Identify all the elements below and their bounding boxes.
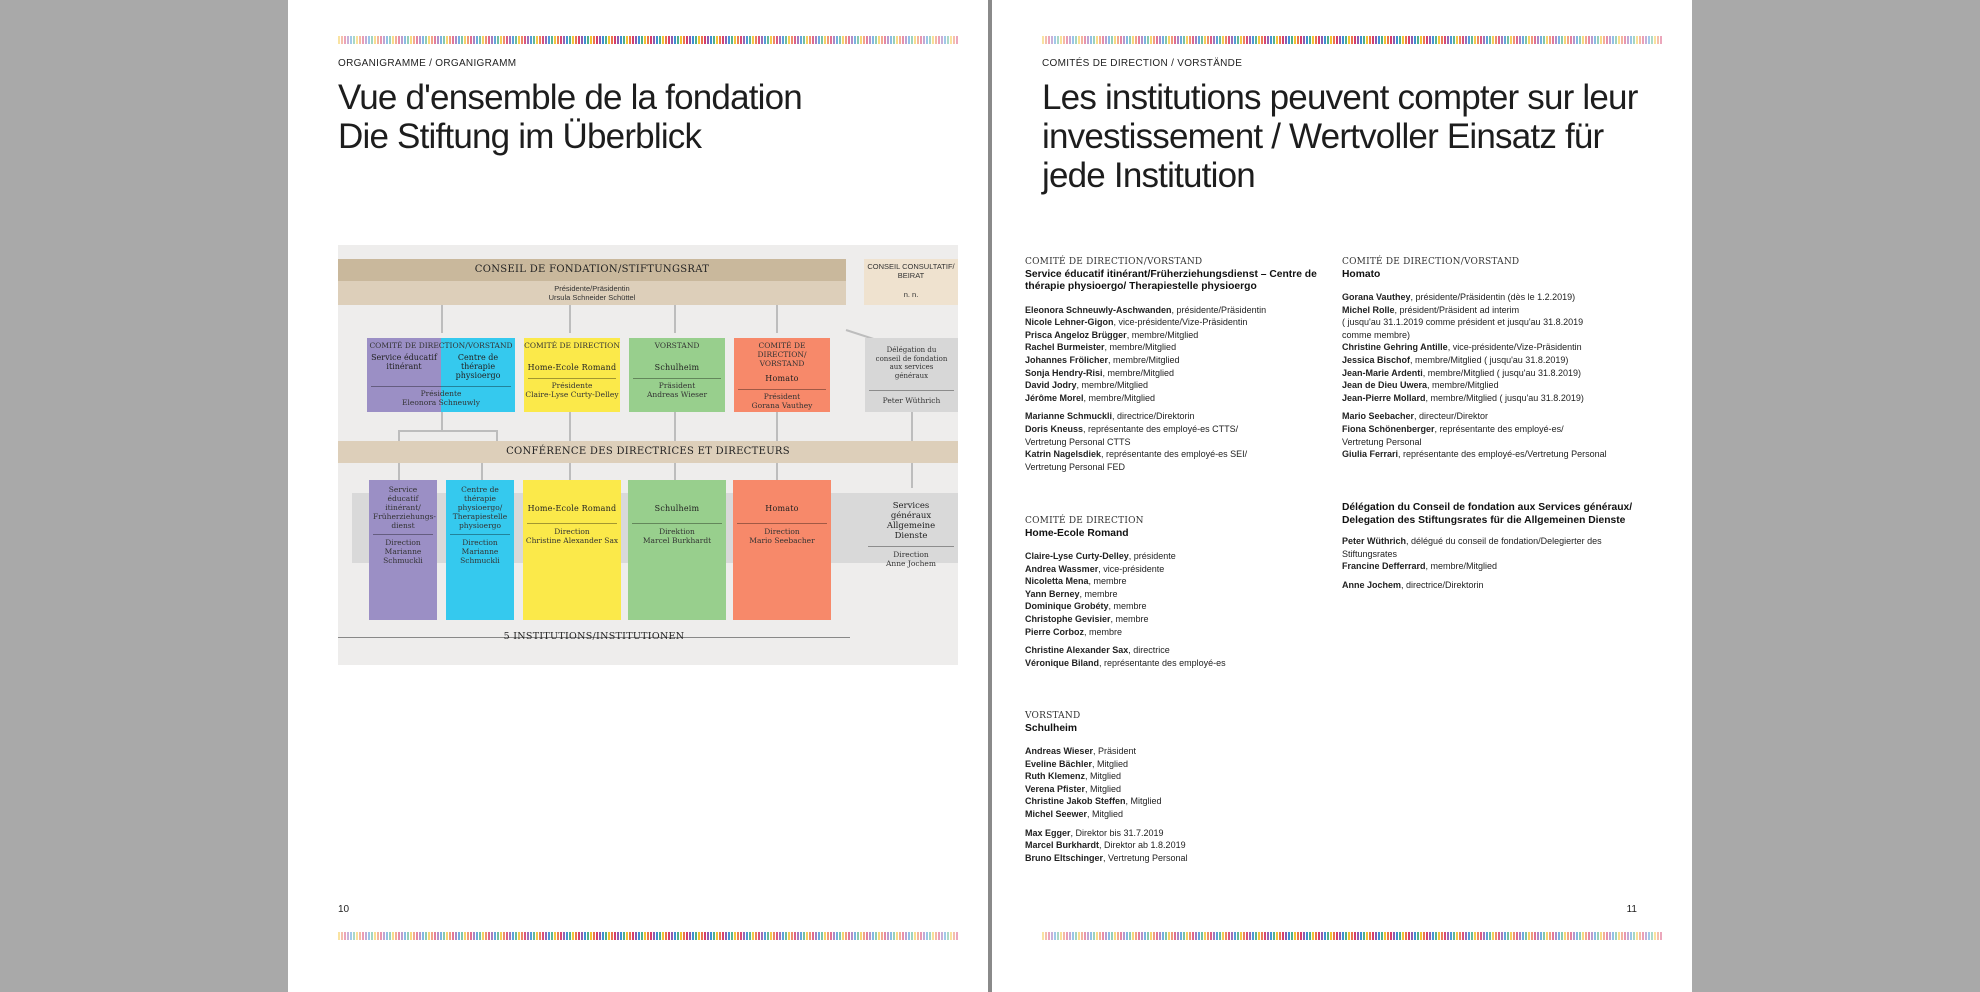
section-subtitle: Homato <box>1342 268 1381 280</box>
section-delegation <box>1342 502 1642 591</box>
council-band <box>338 259 846 281</box>
institution-role: Direction <box>462 538 498 547</box>
committee-role: Présidente <box>551 381 593 390</box>
person-role: , représentante des employé-es/Vertretung Personal <box>1398 449 1607 460</box>
person-name: David Jodry <box>1025 380 1077 391</box>
section-kicker: COMITÉ DE DIRECTION <box>1025 516 1144 526</box>
left-page-title <box>338 78 802 156</box>
rainbow-stripe-bottom <box>1042 932 1662 940</box>
person-row <box>1025 550 1325 563</box>
person-role: Vertretung Personal FED <box>1025 461 1126 472</box>
committee-person: Eleonora Schneuwly <box>402 398 480 407</box>
person-role: , membre <box>1108 601 1147 612</box>
committee-her <box>524 338 620 412</box>
section-subtitle: Service éducatif itinérant/Früherziehungsdienst – Centre de thérapie physioergo/ Therapiestelle physioergo <box>1025 268 1317 293</box>
person-role: , membre/Mitglied <box>1425 561 1498 572</box>
person-role: , membre/Mitglied <box>1083 392 1156 403</box>
person-name: Mario Seebacher <box>1342 411 1415 422</box>
person-name: Peter Wüthrich <box>1342 536 1407 546</box>
person-name: Dominique Grobéty <box>1025 601 1109 612</box>
person-row <box>1025 563 1325 576</box>
person-role: , directeur/Direktor <box>1414 411 1489 422</box>
person-row <box>1342 579 1642 592</box>
person-row <box>1342 291 1642 304</box>
person-role: , membre/Mitglied ( jusqu'au 31.8.2019) <box>1422 367 1582 378</box>
person-row <box>1025 410 1325 423</box>
person-row <box>1342 548 1642 561</box>
person-name: Jessica Bischof <box>1342 355 1411 366</box>
person-role: , membre/Mitglied ( jusqu'au 31.8.2019) <box>1410 355 1569 366</box>
person-role: , membre/Mitglied <box>1427 380 1499 391</box>
person-name: Fiona Schönenberger <box>1342 424 1435 435</box>
section-kicker: COMITÉ DE DIRECTION/VORSTAND <box>1342 257 1520 267</box>
person-name: Prisca Angeloz Brügger <box>1025 329 1127 340</box>
person-row <box>1342 535 1642 548</box>
right-page-title <box>1042 78 1638 195</box>
person-role: Vertretung Personal CTTS <box>1025 436 1131 447</box>
person-row <box>1342 329 1642 342</box>
person-row <box>1342 423 1642 436</box>
person-name: Jean-Pierre Mollard <box>1342 392 1426 403</box>
institution-name: Schulheim <box>654 504 700 513</box>
person-role: , Mitglied <box>1125 796 1162 807</box>
person-row <box>1025 783 1325 796</box>
member-list <box>1025 304 1325 405</box>
committee-label: COMITÉ DE DIRECTION/VORSTAND <box>369 341 513 350</box>
person-name: Rachel Burmeister <box>1025 342 1105 353</box>
person-role: , Vertretung Personal <box>1103 852 1188 863</box>
right-title-line1: Les institutions peuvent compter sur leur <box>1042 78 1638 117</box>
section-subtitle: Schulheim <box>1025 722 1078 734</box>
person-role: , Direktor bis 31.7.2019 <box>1070 827 1164 838</box>
person-row <box>1025 367 1325 380</box>
person-role: Stiftungsrates <box>1342 548 1398 559</box>
services-role: Direction <box>893 550 929 559</box>
institution-person: Christine Alexander Sax <box>525 536 619 545</box>
institution-role: Direction <box>764 527 800 536</box>
org-chart <box>338 245 958 665</box>
person-row <box>1025 795 1325 808</box>
committee-name: Home-Ecole Romand <box>527 363 617 372</box>
person-name: Véronique Biland <box>1025 657 1100 668</box>
person-row <box>1025 827 1325 840</box>
member-list <box>1342 535 1642 573</box>
person-role: , Direktor ab 1.8.2019 <box>1099 840 1186 851</box>
person-role: , membre/Mitglied <box>1104 342 1177 353</box>
connector <box>674 305 676 333</box>
committee-person: Gorana Vauthey <box>751 401 813 410</box>
connector <box>569 305 571 333</box>
person-name: Bruno Eltschinger <box>1025 852 1104 863</box>
section-hom <box>1342 256 1642 461</box>
person-name: Claire-Lyse Curty-Delley <box>1025 551 1129 562</box>
committee-label: COMITÉ DE DIRECTION <box>524 341 620 350</box>
person-name: Gorana Vauthey <box>1342 292 1411 303</box>
person-name: Francine Defferrard <box>1342 561 1426 572</box>
institution-hom <box>733 480 831 620</box>
section-subtitle: Home-Ecole Romand <box>1025 527 1129 539</box>
person-role: , vice-présidente/Vize-Präsidentin <box>1447 342 1582 353</box>
person-name: Katrin Nagelsdiek <box>1025 449 1102 460</box>
council-role: Présidente/Präsidentin <box>554 284 630 293</box>
person-row <box>1025 808 1325 821</box>
person-name: Andrea Wassmer <box>1025 563 1099 574</box>
institution-person: Marianne Schmuckli <box>383 547 423 565</box>
person-name: Christine Jakob Steffen <box>1025 796 1126 807</box>
institution-sei <box>369 480 437 620</box>
delegation-text: Délégation du conseil de fondation aux services généraux <box>875 346 948 380</box>
person-name: Christine Alexander Sax <box>1025 645 1129 656</box>
person-name: Yann Berney <box>1025 588 1080 599</box>
person-row <box>1342 304 1642 317</box>
person-role: , Mitglied <box>1085 771 1122 782</box>
person-role: , présidente <box>1128 551 1176 562</box>
services-title: Services généraux Allgemeine Dienste <box>886 501 936 541</box>
left-title-line2: Die Stiftung im Überblick <box>338 117 702 156</box>
council-chair <box>338 281 846 305</box>
person-name: Giulia Ferrari <box>1342 449 1399 460</box>
person-row <box>1025 392 1325 405</box>
committee-sei <box>367 338 515 412</box>
conference-title: CONFÉRENCE DES DIRECTRICES ET DIRECTEURS <box>506 446 790 457</box>
right-page <box>992 0 1692 992</box>
person-role: , directrice/Direktorin <box>1112 411 1195 422</box>
committee-person: Andreas Wieser <box>646 390 708 399</box>
institution-person: Marianne Schmuckli <box>460 547 500 565</box>
institution-sch <box>628 480 726 620</box>
person-role: , Mitglied <box>1087 809 1124 820</box>
person-name: Michel Rolle <box>1342 304 1395 315</box>
person-name: Jean-Marie Ardenti <box>1342 367 1423 378</box>
person-row <box>1342 436 1642 449</box>
staff-list <box>1025 827 1325 865</box>
section-sei <box>1025 256 1325 473</box>
person-role: , membre/Mitglied ( jusqu'au 31.8.2019) <box>1425 392 1584 403</box>
person-role: , Mitglied <box>1092 758 1129 769</box>
conference-band <box>338 441 958 463</box>
person-row <box>1025 461 1325 474</box>
section-subtitle: Délégation du Conseil de fondation aux Services généraux/ Delegation des Stiftungsrates für die Allgemeinen Dienste <box>1342 502 1633 526</box>
committee-label: VORSTAND <box>654 341 700 350</box>
left-page <box>288 0 988 992</box>
section-her <box>1025 515 1325 669</box>
section-sch <box>1025 710 1325 864</box>
member-list <box>1025 745 1325 821</box>
person-row <box>1025 613 1325 626</box>
person-role: , représentante des employé-es SEI/ <box>1101 449 1248 460</box>
person-name: Eveline Bächler <box>1025 758 1093 769</box>
committee-role: Présidente <box>420 389 462 398</box>
person-row <box>1025 657 1325 670</box>
left-kicker: ORGANIGRAMME / ORGANIGRAMM <box>338 58 517 69</box>
person-name: Christophe Gevisier <box>1025 614 1111 625</box>
person-row <box>1025 354 1325 367</box>
person-row <box>1025 770 1325 783</box>
services-person: Anne Jochem <box>885 559 936 568</box>
person-name: Eleonora Schneuwly-Aschwanden <box>1025 304 1172 315</box>
institution-her <box>523 480 621 620</box>
person-role: , membre/Mitglied <box>1102 367 1175 378</box>
person-role: , vice-présidente/Vize-Präsidentin <box>1113 317 1248 328</box>
person-name: Nicoletta Mena <box>1025 576 1089 587</box>
committee-sch <box>629 338 725 412</box>
institution-name: Service éducatif itinérant/ Früherziehungs-dienst <box>373 485 436 530</box>
person-row <box>1342 367 1642 380</box>
person-role: ( jusqu'au 31.1.2019 comme président et jusqu'au 31.8.2019 <box>1342 317 1584 328</box>
connector <box>441 412 443 430</box>
person-name: Sonja Hendry-Risi <box>1025 367 1103 378</box>
committee-role: Präsident <box>658 381 696 390</box>
person-row <box>1025 304 1325 317</box>
person-name: Andreas Wieser <box>1025 746 1093 757</box>
person-role: , délégué du conseil de fondation/Delegierter des <box>1406 536 1602 546</box>
person-name: Marianne Schmuckli <box>1025 411 1113 422</box>
member-list <box>1025 550 1325 638</box>
services-box <box>864 493 958 568</box>
person-role: , Präsident <box>1092 746 1136 757</box>
committee-name: Homato <box>765 374 799 383</box>
person-name: Nicole Lehner-Gigon <box>1025 317 1114 328</box>
council-name: Ursula Schneider Schüttel <box>548 293 636 302</box>
person-role: , présidente/Präsidentin <box>1171 304 1267 315</box>
person-role: , membre/Mitglied <box>1126 329 1199 340</box>
person-row <box>1342 354 1642 367</box>
person-name: Anne Jochem <box>1342 579 1402 590</box>
connector <box>398 430 498 432</box>
staff-list <box>1025 644 1325 669</box>
institution-role: Direction <box>554 527 590 536</box>
person-name: Verena Pfister <box>1025 783 1086 794</box>
person-role: , membre <box>1088 576 1127 587</box>
institution-name: Centre de thérapie physioergo/ Therapiestelle physioergo <box>452 485 508 530</box>
person-role: , représentante des employé-es/ <box>1434 424 1564 435</box>
left-title-line1: Vue d'ensemble de la fondation <box>338 78 802 117</box>
person-name: Ruth Klemenz <box>1025 771 1086 782</box>
institution-person: Marcel Burkhardt <box>642 536 712 545</box>
committee-person: Claire-Lyse Curty-Delley <box>525 390 619 399</box>
person-name: Marcel Burkhardt <box>1025 840 1100 851</box>
advisory-value: n. n. <box>903 290 919 299</box>
person-name: Johannes Frölicher <box>1025 354 1109 365</box>
institution-role: Direction <box>385 538 421 547</box>
person-row <box>1025 745 1325 758</box>
person-row <box>1025 644 1325 657</box>
right-title-line3: jede Institution <box>1042 156 1255 195</box>
person-row <box>1025 436 1325 449</box>
person-row <box>1342 392 1642 405</box>
institution-role: Direktion <box>659 527 695 536</box>
rainbow-stripe-top <box>1042 36 1662 44</box>
person-role: , membre/Mitglied <box>1076 380 1149 391</box>
person-row <box>1342 316 1642 329</box>
right-title-line2: investissement / Wertvoller Einsatz für <box>1042 117 1604 156</box>
right-page-number: 11 <box>1626 904 1637 915</box>
connector <box>776 305 778 333</box>
person-role: Vertretung Personal <box>1342 436 1422 447</box>
person-row <box>1025 839 1325 852</box>
staff-list <box>1342 410 1642 460</box>
person-name: Jean de Dieu Uwera <box>1342 380 1428 391</box>
right-kicker: COMITÉS DE DIRECTION / VORSTÄNDE <box>1042 58 1243 69</box>
person-name: Jérôme Morel <box>1025 392 1084 403</box>
person-name: Max Egger <box>1025 827 1071 838</box>
rainbow-stripe-top <box>338 36 958 44</box>
person-role: , président/Präsident ad interim <box>1394 304 1520 315</box>
committee-label: COMITÉ DE DIRECTION/ VORSTAND <box>757 341 807 368</box>
person-role: , membre <box>1079 588 1118 599</box>
person-row <box>1342 410 1642 423</box>
institution-person: Mario Seebacher <box>749 536 815 545</box>
person-role: , directrice/Direktorin <box>1401 579 1484 590</box>
advisory-title: CONSEIL CONSULTATIF/ BEIRAT <box>867 262 955 280</box>
person-row <box>1025 575 1325 588</box>
institutions-footer: 5 INSTITUTIONS/INSTITUTIONEN <box>503 631 685 642</box>
person-row <box>1025 758 1325 771</box>
connector <box>441 305 443 333</box>
person-row <box>1342 379 1642 392</box>
person-row <box>1025 588 1325 601</box>
person-role: , présidente/Präsidentin (dès le 1.2.2019) <box>1410 292 1576 303</box>
person-role: , membre/Mitglied <box>1108 354 1180 365</box>
section-kicker: VORSTAND <box>1025 711 1081 721</box>
person-role: , représentante des employé-es <box>1099 657 1226 668</box>
person-row <box>1342 448 1642 461</box>
council-title: CONSEIL DE FONDATION/STIFTUNGSRAT <box>474 264 710 275</box>
committee-role: Président <box>763 392 801 401</box>
delegation-person: Peter Wüthrich <box>882 396 941 405</box>
committee-hom <box>734 338 830 412</box>
committee-name: Service éducatif itinérant <box>371 353 437 371</box>
person-role: , membre <box>1110 614 1149 625</box>
institution-ctp <box>446 480 514 620</box>
staff-list <box>1025 410 1325 473</box>
person-role: , Mitglied <box>1085 783 1122 794</box>
committee-name: Schulheim <box>654 363 700 372</box>
delegation-box <box>865 338 958 412</box>
person-row <box>1025 626 1325 639</box>
person-row <box>1025 341 1325 354</box>
person-role: comme membre) <box>1342 329 1411 340</box>
person-row <box>1025 423 1325 436</box>
advisory-board <box>864 259 958 305</box>
person-role: , directrice <box>1128 645 1170 656</box>
person-row <box>1342 560 1642 573</box>
person-row <box>1025 329 1325 342</box>
person-row <box>1025 852 1325 865</box>
section-kicker: COMITÉ DE DIRECTION/VORSTAND <box>1025 257 1203 267</box>
staff-list <box>1342 579 1642 592</box>
person-row <box>1342 341 1642 354</box>
rainbow-stripe-bottom <box>338 932 958 940</box>
person-row <box>1025 379 1325 392</box>
person-role: , représentante des employé-es CTTS/ <box>1083 423 1239 434</box>
person-row <box>1025 448 1325 461</box>
person-role: , vice-présidente <box>1098 563 1165 574</box>
institution-name: Homato <box>765 504 799 513</box>
institution-name: Home-Ecole Romand <box>527 504 617 513</box>
person-name: Pierre Corboz <box>1025 626 1085 637</box>
person-row <box>1025 316 1325 329</box>
left-page-number: 10 <box>338 904 350 915</box>
person-name: Christine Gehring Antille <box>1342 342 1448 353</box>
person-name: Doris Kneuss <box>1025 423 1084 434</box>
member-list <box>1342 291 1642 404</box>
person-name: Michel Seewer <box>1025 809 1088 820</box>
committee-name: Centre de thérapie physioergo <box>455 353 501 380</box>
person-row <box>1025 600 1325 613</box>
person-role: , membre <box>1084 626 1123 637</box>
